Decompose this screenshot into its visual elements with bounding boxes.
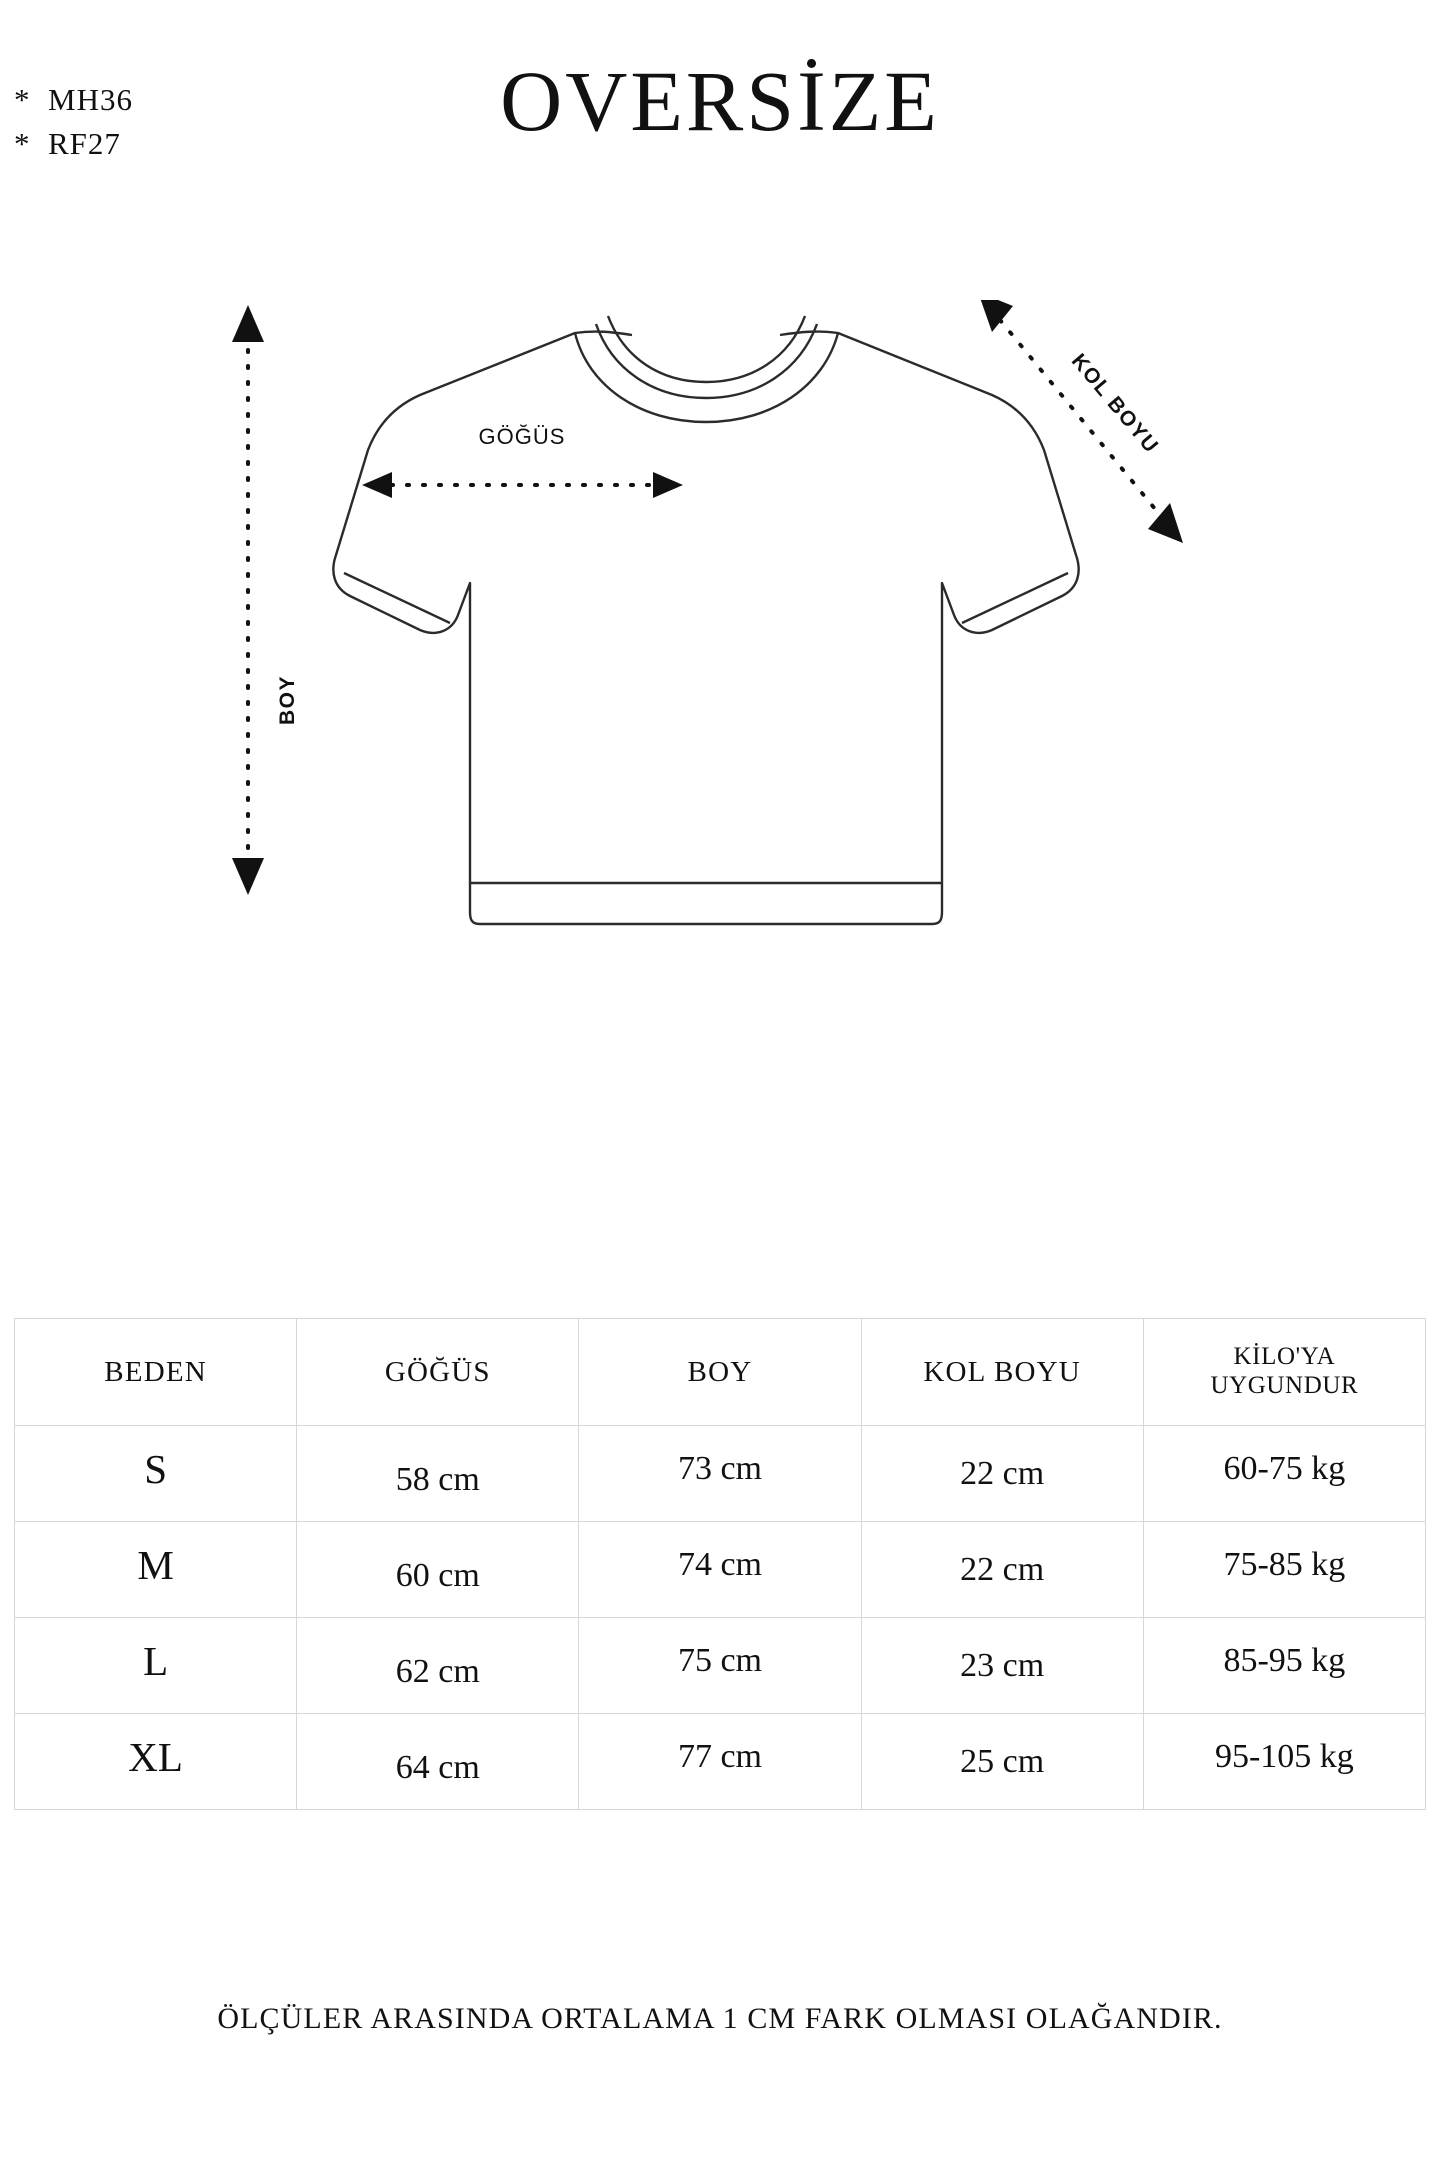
sleeve-label: KOL BOYU: [1066, 349, 1164, 459]
cell-gogus: 58 cm: [297, 1432, 579, 1528]
cell-kol-boyu: 23 cm: [861, 1618, 1143, 1714]
table-row: [15, 1618, 1426, 1714]
arrow-down-icon: [232, 858, 264, 895]
footnote: ÖLÇÜLER ARASINDA ORTALAMA 1 CM FARK OLMASI OLAĞANDIR.: [217, 2002, 1223, 2035]
cell-kilo: 95-105 kg: [1143, 1709, 1425, 1805]
cell-gogus: 62 cm: [297, 1624, 579, 1720]
arrow-up-icon: [978, 300, 1013, 332]
chest-label: GÖĞÜS: [478, 424, 566, 449]
cell-beden: S: [15, 1421, 297, 1517]
arrow-up-icon: [232, 305, 264, 342]
size-table: [14, 1318, 1426, 1810]
product-code-line: * RF27: [14, 126, 121, 162]
cell-gogus: 60 cm: [297, 1528, 579, 1624]
cell-gogus: 64 cm: [297, 1720, 579, 1816]
cell-beden: L: [15, 1613, 297, 1709]
arrow-left-icon: [362, 472, 392, 498]
table-header-kol-boyu: KOL BOYU: [861, 1319, 1143, 1426]
tshirt-outline: [333, 316, 1078, 924]
cell-boy: 75 cm: [579, 1613, 861, 1709]
arrow-right-icon: [653, 472, 683, 498]
cell-boy: 74 cm: [579, 1517, 861, 1613]
chest-measure-arrow: [362, 424, 683, 498]
cell-kilo: 85-95 kg: [1143, 1613, 1425, 1709]
cell-beden: XL: [15, 1709, 297, 1805]
cell-kol-boyu: 22 cm: [861, 1522, 1143, 1618]
cell-kilo: 75-85 kg: [1143, 1517, 1425, 1613]
table-row: [15, 1426, 1426, 1522]
cell-beden: M: [15, 1517, 297, 1613]
sleeve-measure-arrow: [978, 300, 1183, 543]
page-title: OVERSİZE: [500, 53, 940, 149]
table-header-kilo-line2: UYGUNDUR: [1210, 1372, 1359, 1399]
table-header-beden: BEDEN: [15, 1319, 297, 1426]
size-table-wrapper: [14, 1318, 1426, 1810]
table-header-kilo-line1: KİLO'YA: [1233, 1343, 1336, 1371]
table-header-row: [15, 1319, 1426, 1426]
length-label: BOY: [276, 674, 299, 726]
table-header-boy: BOY: [579, 1319, 861, 1426]
product-code-line: * MH36: [14, 82, 133, 117]
length-measure-arrow: [232, 305, 299, 895]
table-header-kilo: [1143, 1319, 1425, 1426]
table-row: [15, 1714, 1426, 1810]
cell-boy: 73 cm: [579, 1421, 861, 1517]
table-row: [15, 1522, 1426, 1618]
cell-kol-boyu: 22 cm: [861, 1426, 1143, 1522]
table-header-gogus: GÖĞÜS: [297, 1319, 579, 1426]
cell-kilo: 60-75 kg: [1143, 1421, 1425, 1517]
cell-kol-boyu: 25 cm: [861, 1714, 1143, 1810]
tshirt-diagram: [0, 300, 1440, 1280]
cell-boy: 77 cm: [579, 1709, 861, 1805]
